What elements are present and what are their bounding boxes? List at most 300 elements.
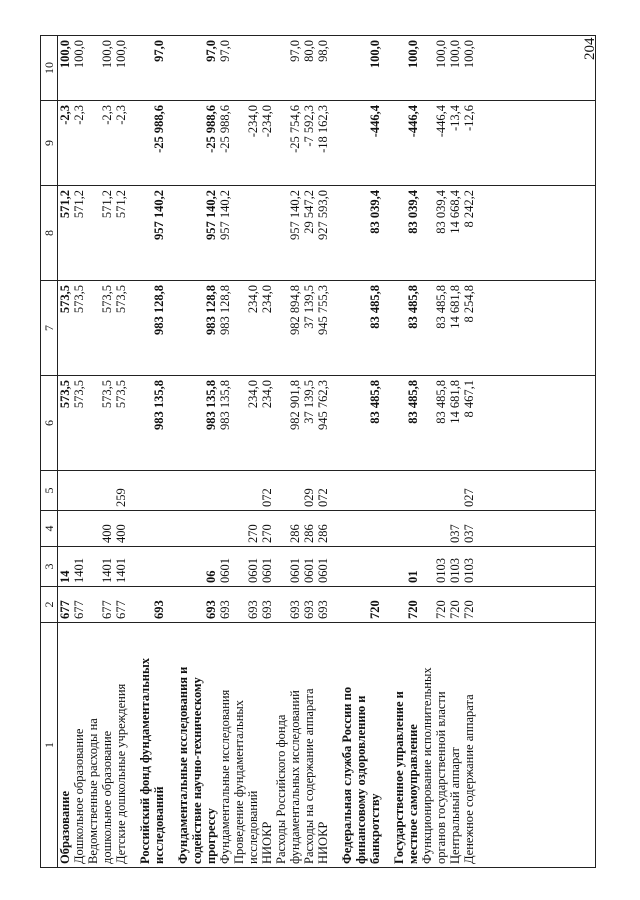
row-value xyxy=(176,105,190,182)
row-value: 037 xyxy=(462,524,476,543)
section-gap xyxy=(166,550,176,583)
row-value: -13,4 xyxy=(448,105,462,132)
row-value xyxy=(86,285,100,372)
row-value xyxy=(86,474,100,507)
row-value: 573,5 xyxy=(72,380,86,409)
row-value: 693 xyxy=(218,600,232,619)
col-3-cell xyxy=(58,547,596,587)
row-value: 0601 xyxy=(260,558,274,583)
row-value: 957 140,2 xyxy=(218,190,232,240)
row-value: 98,0 xyxy=(316,40,330,62)
row-value: 97,0 xyxy=(152,40,166,62)
row-value: 573,5 xyxy=(100,285,114,314)
row-value: -25 988,6 xyxy=(152,105,166,153)
row-value: 571,2 xyxy=(72,190,86,219)
row-value xyxy=(354,285,368,372)
row-value: 029 xyxy=(302,488,316,507)
section-gap xyxy=(330,40,340,97)
row-value xyxy=(274,474,288,507)
row-value xyxy=(138,380,152,467)
row-value: 0601 xyxy=(246,558,260,583)
row-value: 270 xyxy=(260,524,274,543)
col-2-cell xyxy=(58,587,596,623)
row-value: 37 139,5 xyxy=(302,285,316,329)
row-value: 983 135,8 xyxy=(152,380,166,430)
row-label: дошкольное образование xyxy=(100,730,114,864)
row-value: -25 754,6 xyxy=(288,105,302,153)
row-value xyxy=(340,190,354,277)
row-value: 8 242,2 xyxy=(462,190,476,228)
row-value: 573,5 xyxy=(100,380,114,409)
section-gap xyxy=(382,514,392,543)
section-gap xyxy=(382,626,392,864)
row-value: 83 485,8 xyxy=(406,380,420,424)
row-value xyxy=(340,474,354,507)
row-value xyxy=(274,190,288,277)
row-label: Фундаментальные исследования и xyxy=(176,666,190,864)
row-value: 83 039,4 xyxy=(368,190,382,234)
row-value xyxy=(138,105,152,182)
row-value: 0601 xyxy=(316,558,330,583)
row-value: 100,0 xyxy=(406,40,420,69)
row-value: 400 xyxy=(114,524,128,543)
col-6-cell xyxy=(58,376,596,471)
section-gap xyxy=(382,590,392,619)
row-value: 693 xyxy=(246,600,260,619)
row-value xyxy=(340,40,354,97)
row-value xyxy=(138,514,152,543)
row-label: Детские дошкольные учреждения xyxy=(114,683,128,864)
row-value: 37 139,5 xyxy=(302,380,316,424)
row-value: 400 xyxy=(100,524,114,543)
row-value xyxy=(58,514,72,543)
row-label: НИОКР xyxy=(260,821,274,864)
row-value: 100,0 xyxy=(114,40,128,69)
row-value: 100,0 xyxy=(448,40,462,69)
row-value xyxy=(288,474,302,507)
row-value xyxy=(368,514,382,543)
section-gap xyxy=(330,105,340,182)
page-number: 204 xyxy=(582,37,598,60)
row-value: 720 xyxy=(406,600,420,619)
section-gap xyxy=(330,514,340,543)
row-value: 8 467,1 xyxy=(462,380,476,418)
row-label: исследований xyxy=(152,786,166,864)
row-value xyxy=(86,550,100,583)
row-value xyxy=(420,190,434,277)
row-value xyxy=(420,105,434,182)
row-value xyxy=(274,590,288,619)
row-value xyxy=(176,380,190,467)
row-value xyxy=(340,550,354,583)
row-value: 573,5 xyxy=(58,285,72,314)
row-value xyxy=(368,474,382,507)
section-gap xyxy=(330,285,340,372)
row-value xyxy=(420,474,434,507)
col-header-2: 2 xyxy=(41,587,58,623)
row-value xyxy=(190,550,204,583)
row-value xyxy=(232,285,246,372)
row-value xyxy=(274,105,288,182)
row-value: 677 xyxy=(100,600,114,619)
section-gap xyxy=(128,626,138,864)
row-value xyxy=(274,550,288,583)
row-value xyxy=(354,190,368,277)
row-label: Функционирование исполнительных xyxy=(420,667,434,864)
row-value: 0103 xyxy=(448,558,462,583)
section-gap xyxy=(382,474,392,507)
row-value: 072 xyxy=(316,488,330,507)
row-value xyxy=(392,550,406,583)
row-value: 693 xyxy=(288,600,302,619)
row-value: 0601 xyxy=(288,558,302,583)
row-value: 571,2 xyxy=(58,190,72,219)
section-gap xyxy=(166,474,176,507)
row-value xyxy=(392,590,406,619)
section-gap xyxy=(382,40,392,97)
section-gap xyxy=(382,380,392,467)
col-1-cell xyxy=(58,623,596,868)
row-value: -2,3 xyxy=(72,105,86,125)
row-value: -446,4 xyxy=(368,105,382,138)
section-gap xyxy=(128,285,138,372)
row-value: 01 xyxy=(406,570,420,583)
row-label: Федеральная служба России по xyxy=(340,686,354,864)
row-value: -446,4 xyxy=(406,105,420,138)
rotated-table-container xyxy=(40,36,596,868)
row-value: -2,3 xyxy=(114,105,128,125)
row-value: 0103 xyxy=(462,558,476,583)
row-value: -7 592,3 xyxy=(302,105,316,147)
row-value xyxy=(138,190,152,277)
row-value xyxy=(190,380,204,467)
row-value xyxy=(138,474,152,507)
col-7-cell xyxy=(58,281,596,376)
row-label: исследований xyxy=(246,790,260,864)
row-value xyxy=(246,190,260,277)
row-value xyxy=(86,590,100,619)
row-value: 957 140,2 xyxy=(152,190,166,240)
row-label: фундаментальных исследований xyxy=(288,690,302,864)
row-value: 571,2 xyxy=(114,190,128,219)
row-value xyxy=(354,550,368,583)
col-header-9: 9 xyxy=(41,101,58,186)
section-gap xyxy=(330,190,340,277)
row-value xyxy=(232,40,246,97)
row-value xyxy=(340,380,354,467)
row-value xyxy=(138,550,152,583)
row-value: 06 xyxy=(204,570,218,583)
row-value: -234,0 xyxy=(246,105,260,138)
row-value: 100,0 xyxy=(434,40,448,69)
section-gap xyxy=(128,474,138,507)
row-value: 234,0 xyxy=(260,285,274,314)
row-value: -234,0 xyxy=(260,105,274,138)
row-value: 927 593,0 xyxy=(316,190,330,240)
section-gap xyxy=(166,285,176,372)
section-gap xyxy=(166,380,176,467)
row-value xyxy=(260,190,274,277)
col-header-6: 6 xyxy=(41,376,58,471)
section-gap xyxy=(128,550,138,583)
row-label: Денежное содержание аппарата xyxy=(462,694,476,864)
row-value: 0103 xyxy=(434,558,448,583)
row-value: 83 485,8 xyxy=(368,285,382,329)
row-label: Фундаментальные исследования xyxy=(218,689,232,864)
row-value xyxy=(176,285,190,372)
row-value: 1401 xyxy=(100,558,114,583)
row-value: 259 xyxy=(114,488,128,507)
row-value xyxy=(176,474,190,507)
row-value xyxy=(340,285,354,372)
row-value: 573,5 xyxy=(114,285,128,314)
row-value xyxy=(392,285,406,372)
row-value: -25 988,6 xyxy=(204,105,218,153)
row-value xyxy=(434,514,448,543)
row-value xyxy=(354,40,368,97)
row-label: Центральный аппарат xyxy=(448,747,462,864)
row-value: 573,5 xyxy=(58,380,72,409)
row-value xyxy=(392,190,406,277)
col-10-cell xyxy=(58,36,596,101)
row-value xyxy=(86,40,100,97)
row-label: Проведение фундаментальных xyxy=(232,699,246,864)
row-value: 80,0 xyxy=(302,40,316,62)
row-value xyxy=(232,590,246,619)
row-value: 983 128,8 xyxy=(218,285,232,335)
section-gap xyxy=(166,590,176,619)
section-gap xyxy=(382,190,392,277)
row-value xyxy=(190,285,204,372)
row-value xyxy=(232,190,246,277)
row-value: 693 xyxy=(260,600,274,619)
row-value xyxy=(340,514,354,543)
row-value xyxy=(232,105,246,182)
row-value xyxy=(190,590,204,619)
section-gap xyxy=(382,105,392,182)
row-value: -18 162,3 xyxy=(316,105,330,153)
row-value xyxy=(340,105,354,182)
row-value xyxy=(176,590,190,619)
row-value: 286 xyxy=(288,524,302,543)
budget-table xyxy=(40,35,596,868)
row-value: 573,5 xyxy=(72,285,86,314)
row-value: 83 485,8 xyxy=(434,380,448,424)
row-value: 982 894,8 xyxy=(288,285,302,335)
col-header-1: 1 xyxy=(41,623,58,868)
col-header-5: 5 xyxy=(41,471,58,511)
row-value xyxy=(86,380,100,467)
row-value xyxy=(354,380,368,467)
row-value xyxy=(152,514,166,543)
row-value: -2,3 xyxy=(100,105,114,125)
section-gap xyxy=(330,380,340,467)
row-value: 14 xyxy=(58,570,72,583)
row-value xyxy=(274,514,288,543)
row-value xyxy=(176,514,190,543)
row-value xyxy=(392,514,406,543)
section-gap xyxy=(382,550,392,583)
row-value xyxy=(190,514,204,543)
row-value xyxy=(420,550,434,583)
col-header-10: 10 xyxy=(41,36,58,101)
row-value: 720 xyxy=(368,600,382,619)
row-label: Расходы на содержание аппарата xyxy=(302,688,316,864)
row-value xyxy=(354,514,368,543)
row-value xyxy=(232,550,246,583)
row-label: содействие научно-техническому xyxy=(190,677,204,864)
col-header-4: 4 xyxy=(41,511,58,547)
row-value xyxy=(392,474,406,507)
row-value xyxy=(340,590,354,619)
row-value: -12,6 xyxy=(462,105,476,132)
row-value: 286 xyxy=(302,524,316,543)
row-value xyxy=(190,474,204,507)
row-label: НИОКР xyxy=(316,821,330,864)
row-value: -25 988,6 xyxy=(218,105,232,153)
section-gap xyxy=(128,40,138,97)
col-header-3: 3 xyxy=(41,547,58,587)
section-gap xyxy=(166,626,176,864)
row-value xyxy=(190,105,204,182)
row-value xyxy=(274,380,288,467)
row-value: 100,0 xyxy=(462,40,476,69)
row-value xyxy=(448,474,462,507)
row-value xyxy=(190,190,204,277)
row-value: 83 039,4 xyxy=(406,190,420,234)
row-value: 100,0 xyxy=(368,40,382,69)
row-value xyxy=(138,285,152,372)
col-header-7: 7 xyxy=(41,281,58,376)
row-value xyxy=(420,40,434,97)
row-value: 945 755,3 xyxy=(316,285,330,335)
row-value: 0601 xyxy=(218,558,232,583)
row-label: Дошкольное образование xyxy=(72,728,86,864)
section-gap xyxy=(330,474,340,507)
row-value: 027 xyxy=(462,488,476,507)
row-value xyxy=(138,40,152,97)
col-header-8: 8 xyxy=(41,186,58,281)
row-value: 83 485,8 xyxy=(368,380,382,424)
row-value: 720 xyxy=(462,600,476,619)
row-value xyxy=(354,590,368,619)
section-gap xyxy=(128,514,138,543)
row-label: органов государственной власти xyxy=(434,691,448,864)
section-gap xyxy=(166,40,176,97)
row-value: 693 xyxy=(204,600,218,619)
row-value xyxy=(368,550,382,583)
row-value: -446,4 xyxy=(434,105,448,138)
row-value: 14 681,8 xyxy=(448,285,462,329)
row-value xyxy=(204,514,218,543)
section-gap xyxy=(128,590,138,619)
section-gap xyxy=(330,550,340,583)
row-value: 234,0 xyxy=(246,285,260,314)
row-value xyxy=(204,474,218,507)
section-gap xyxy=(128,190,138,277)
row-value: 571,2 xyxy=(100,190,114,219)
section-gap xyxy=(166,105,176,182)
row-value: 100,0 xyxy=(58,40,72,69)
section-gap xyxy=(330,626,340,864)
row-value: 29 547,2 xyxy=(302,190,316,234)
row-value: 83 485,8 xyxy=(406,285,420,329)
row-value xyxy=(86,190,100,277)
row-value xyxy=(176,550,190,583)
row-label: Государственное управление и xyxy=(392,691,406,864)
row-value: 14 668,4 xyxy=(448,190,462,234)
row-value xyxy=(406,514,420,543)
row-value: 97,0 xyxy=(204,40,218,62)
row-value xyxy=(218,514,232,543)
row-value: 983 128,8 xyxy=(204,285,218,335)
row-value xyxy=(354,474,368,507)
row-value: 983 128,8 xyxy=(152,285,166,335)
row-value xyxy=(86,514,100,543)
row-value xyxy=(232,514,246,543)
row-value xyxy=(420,380,434,467)
row-value: 957 140,2 xyxy=(288,190,302,240)
row-value: 983 135,8 xyxy=(204,380,218,430)
row-value: 100,0 xyxy=(100,40,114,69)
row-value xyxy=(420,590,434,619)
row-value xyxy=(420,514,434,543)
row-value xyxy=(100,474,114,507)
row-value xyxy=(152,550,166,583)
row-value xyxy=(392,380,406,467)
row-value: 0601 xyxy=(302,558,316,583)
row-value xyxy=(406,474,420,507)
row-label: банкротству xyxy=(368,793,382,864)
row-value: 8 254,8 xyxy=(462,285,476,323)
row-value: 037 xyxy=(448,524,462,543)
row-value: 83 039,4 xyxy=(434,190,448,234)
column-header-row xyxy=(41,36,58,868)
row-value: 693 xyxy=(152,600,166,619)
row-value xyxy=(392,40,406,97)
row-value xyxy=(58,474,72,507)
row-value: 100,0 xyxy=(72,40,86,69)
section-gap xyxy=(330,590,340,619)
row-value xyxy=(434,474,448,507)
row-value: 97,0 xyxy=(218,40,232,62)
row-value: 983 135,8 xyxy=(218,380,232,430)
row-value: 1401 xyxy=(114,558,128,583)
row-value xyxy=(232,380,246,467)
row-value: 982 901,8 xyxy=(288,380,302,430)
row-label: Российский фонд фундаментальных xyxy=(138,657,152,864)
row-value xyxy=(72,474,86,507)
row-value xyxy=(152,474,166,507)
row-value: 286 xyxy=(316,524,330,543)
row-value xyxy=(176,190,190,277)
row-value xyxy=(274,285,288,372)
row-label: Ведомственные расходы на xyxy=(86,718,100,864)
row-value xyxy=(274,40,288,97)
row-value: 573,5 xyxy=(114,380,128,409)
row-value: 072 xyxy=(260,488,274,507)
row-value xyxy=(392,105,406,182)
col-4-cell xyxy=(58,511,596,547)
row-label: финансовому оздоровлению и xyxy=(354,695,368,864)
row-value xyxy=(176,40,190,97)
row-value xyxy=(190,40,204,97)
row-value: 720 xyxy=(448,600,462,619)
section-gap xyxy=(382,285,392,372)
col-8-cell xyxy=(58,186,596,281)
row-value: 677 xyxy=(58,600,72,619)
row-value: 234,0 xyxy=(260,380,274,409)
